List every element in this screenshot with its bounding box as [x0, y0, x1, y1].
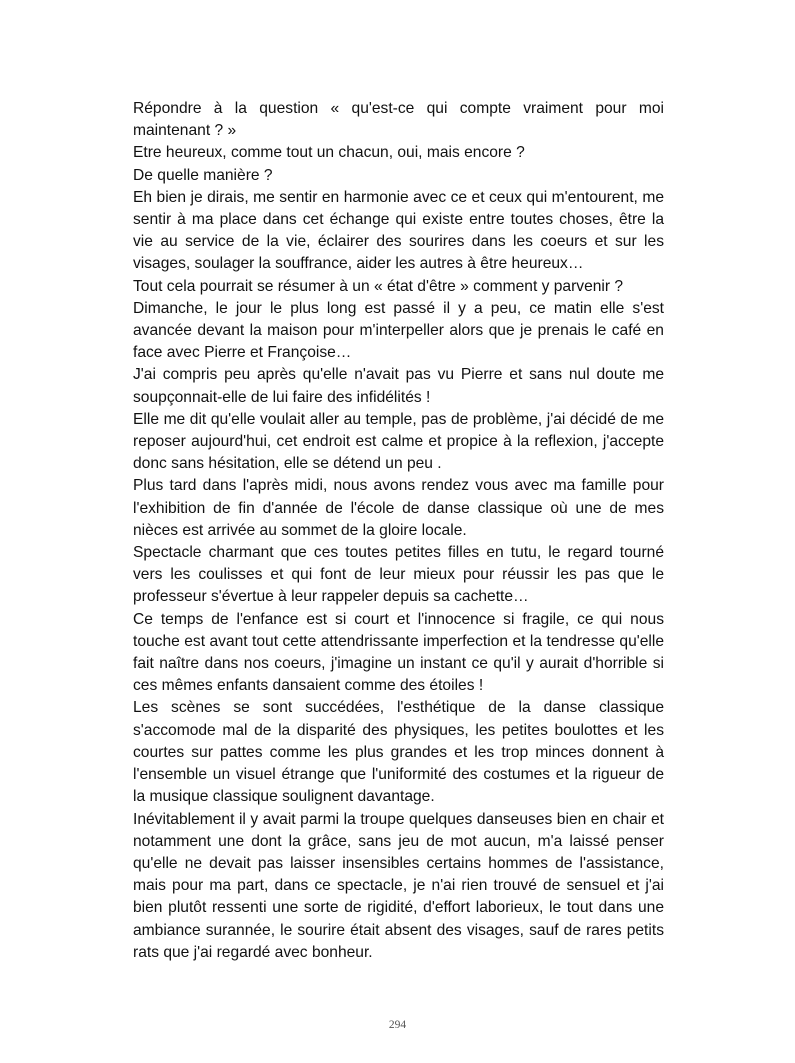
paragraph-11: Ce temps de l'enfance est si court et l'innocence si fragile, ce qui nous touche est avant tout cette attendrissante imperfection et la tendresse qu'elle fait naître dans nos coeurs, j'imagine un instant ce qu'il y aurait d'horrible si ces mêmes enfants dansaient comme des étoiles ! [133, 610, 664, 695]
paragraph-6: Dimanche, le jour le plus long est passé il y a peu, ce matin elle s'est avancée devant la maison pour m'interpeller alors que je prenais le café en face avec Pierre et Françoise… [133, 299, 664, 362]
paragraph-7: J'ai compris peu après qu'elle n'avait pas vu Pierre et sans nul doute me soupçonnait-elle de lui faire des infidélités ! [133, 366, 664, 406]
paragraph-1: Répondre à la question « qu'est-ce qui compte vraiment pour moi maintenant ? » [133, 100, 664, 140]
paragraph-9: Plus tard dans l'après midi, nous avons rendez vous avec ma famille pour l'exhibition de fin d'année de l'école de danse classique où une de mes nièces est arrivée au sommet de la gloire locale. [133, 477, 664, 539]
paragraph-10: Spectacle charmant que ces toutes petites filles en tutu, le regard tourné vers les coulisses et qui font de leur mieux pour réussir les pas que le professeur s'évertue à leur rappeler depuis sa cachette… [133, 544, 664, 606]
paragraph-3: De quelle manière ? [133, 166, 273, 184]
paragraph-12: Les scènes se sont succédées, l'esthétique de la danse classique s'accomode mal de la disparité des physiques, les petites boulottes et les courtes sur pattes comme les plus grandes et les trop minces donnent à l'ensemble un visuel étrange que l'uniformité des costumes et la rigueur de la musique classique soulignent davantage. [133, 699, 664, 806]
paragraph-8: Elle me dit qu'elle voulait aller au temple, pas de problème, j'ai décidé de me reposer aujourd'hui, cet endroit est calme et propice à la reflexion, j'accepte donc sans hésitation, elle se détend un peu . [133, 410, 664, 473]
body-text [133, 98, 664, 964]
paragraph-4: Eh bien je dirais, me sentir en harmonie avec ce et ceux qui m'entourent, me sentir à ma place dans cet échange qui existe entre toutes choses, être la vie au service de la vie, éclairer des sourires dans les coeurs et sur les visages, soulager la souffrance, aider les autres à être heureux… [133, 188, 664, 273]
paragraph-13: Inévitablement il y avait parmi la troupe quelques danseuses bien en chair et notamment une dont la grâce, sans jeu de mot aucun, m'a laissé penser qu'elle ne devait pas laisser insensibles certains hommes de l'assistance, mais pour ma part, dans ce spectacle, je n'ai rien trouvé de sensuel et j'ai bien plutôt ressenti une sorte de rigidité, d'effort laborieux, le tout dans une ambiance surannée, le sourire était absent des visages, sauf de rares petits rats que j'ai regardé avec bonheur. [133, 810, 664, 961]
page-number: 294 [388, 1019, 407, 1031]
paragraph-5: Tout cela pourrait se résumer à un « état d'être » comment y parvenir ? [133, 277, 624, 295]
paragraph-2: Etre heureux, comme tout un chacun, oui, mais encore ? [133, 144, 525, 162]
